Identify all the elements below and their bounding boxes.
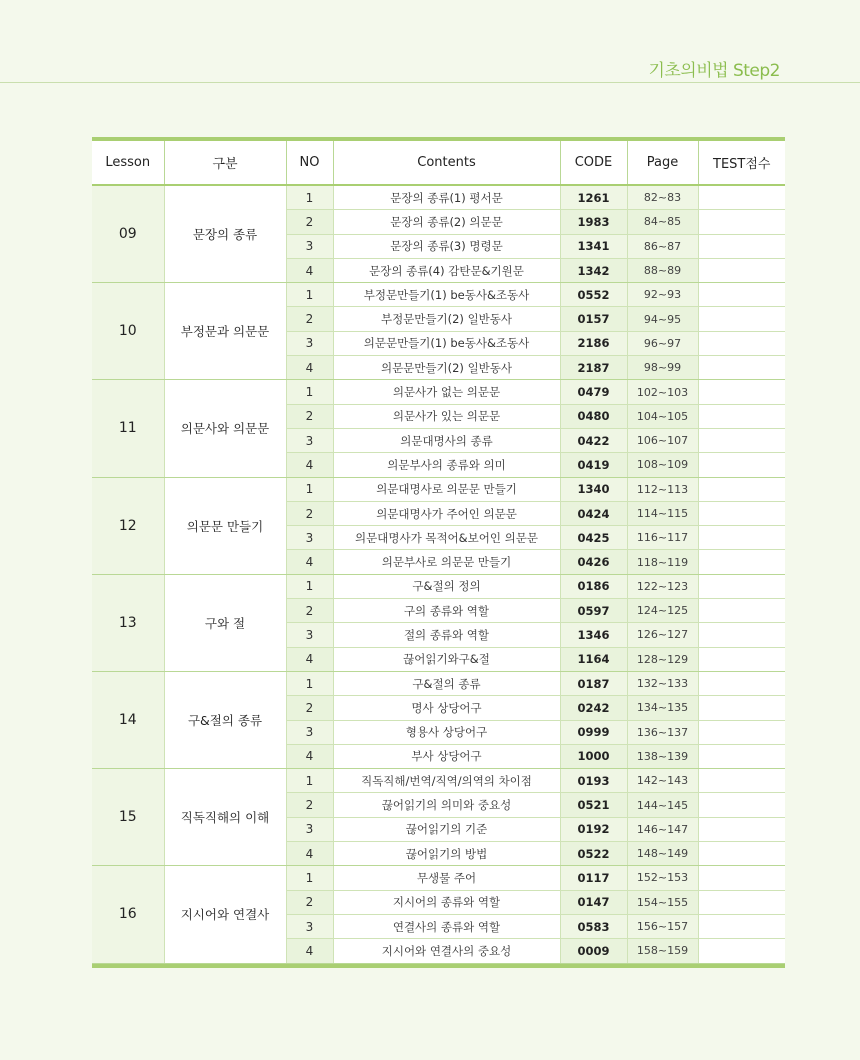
row-number: 4 [286, 939, 333, 963]
table-row [92, 185, 785, 210]
header-test-score: TEST점수 [698, 141, 785, 185]
row-page: 88~89 [627, 258, 698, 282]
test-score-cell[interactable] [698, 671, 785, 695]
row-code: 0480 [560, 404, 627, 428]
row-number: 3 [286, 914, 333, 938]
row-number: 4 [286, 258, 333, 282]
test-score-cell[interactable] [698, 647, 785, 671]
row-code: 1983 [560, 210, 627, 234]
row-page: 82~83 [627, 185, 698, 210]
header-lesson: Lesson [92, 141, 164, 185]
test-score-cell[interactable] [698, 380, 785, 404]
header-page: Page [627, 141, 698, 185]
row-code: 2186 [560, 331, 627, 355]
lesson-category: 부정문과 의문문 [164, 283, 286, 380]
row-page: 124~125 [627, 599, 698, 623]
test-score-cell[interactable] [698, 356, 785, 380]
row-code: 0187 [560, 671, 627, 695]
row-content: 부정문만들기(2) 일반동사 [333, 307, 560, 331]
test-score-cell[interactable] [698, 283, 785, 307]
row-content: 명사 상당어구 [333, 696, 560, 720]
row-page: 104~105 [627, 404, 698, 428]
row-content: 끊어읽기의 의미와 중요성 [333, 793, 560, 817]
row-content: 직독직해/번역/직역/의역의 차이점 [333, 769, 560, 793]
lesson-number: 14 [92, 671, 164, 768]
row-content: 의문부사의 종류와 의미 [333, 453, 560, 477]
row-content: 의문문만들기(1) be동사&조동사 [333, 331, 560, 355]
row-code: 0479 [560, 380, 627, 404]
table-row [92, 380, 785, 404]
test-score-cell[interactable] [698, 574, 785, 598]
test-score-cell[interactable] [698, 793, 785, 817]
lesson-category: 문장의 종류 [164, 185, 286, 283]
lesson-number: 12 [92, 477, 164, 574]
row-number: 3 [286, 428, 333, 452]
test-score-cell[interactable] [698, 599, 785, 623]
row-page: 158~159 [627, 939, 698, 963]
lesson-number: 11 [92, 380, 164, 477]
row-page: 144~145 [627, 793, 698, 817]
test-score-cell[interactable] [698, 307, 785, 331]
row-number: 2 [286, 501, 333, 525]
lesson-category: 의문문 만들기 [164, 477, 286, 574]
table-row [92, 283, 785, 307]
row-content: 지시어의 종류와 역할 [333, 890, 560, 914]
lesson-number: 13 [92, 574, 164, 671]
row-number: 2 [286, 210, 333, 234]
row-page: 146~147 [627, 817, 698, 841]
row-content: 구&절의 종류 [333, 671, 560, 695]
lesson-category: 지시어와 연결사 [164, 866, 286, 963]
row-number: 1 [286, 866, 333, 890]
row-code: 0419 [560, 453, 627, 477]
row-content: 끊어읽기와구&절 [333, 647, 560, 671]
row-page: 98~99 [627, 356, 698, 380]
row-content: 끊어읽기의 방법 [333, 842, 560, 866]
row-page: 108~109 [627, 453, 698, 477]
test-score-cell[interactable] [698, 842, 785, 866]
row-number: 3 [286, 331, 333, 355]
lesson-number: 15 [92, 769, 164, 866]
curriculum-table [92, 141, 785, 964]
row-code: 0424 [560, 501, 627, 525]
row-content: 지시어와 연결사의 중요성 [333, 939, 560, 963]
test-score-cell[interactable] [698, 550, 785, 574]
test-score-cell[interactable] [698, 404, 785, 428]
lesson-number: 10 [92, 283, 164, 380]
row-number: 3 [286, 526, 333, 550]
table-row [92, 477, 785, 501]
row-number: 4 [286, 550, 333, 574]
test-score-cell[interactable] [698, 210, 785, 234]
row-content: 연결사의 종류와 역할 [333, 914, 560, 938]
row-number: 2 [286, 696, 333, 720]
row-content: 의문대명사가 목적어&보어인 의문문 [333, 526, 560, 550]
row-number: 3 [286, 720, 333, 744]
header-divider [0, 82, 860, 83]
row-page: 148~149 [627, 842, 698, 866]
header-code: CODE [560, 141, 627, 185]
table-row [92, 671, 785, 695]
row-content: 문장의 종류(3) 명령문 [333, 234, 560, 258]
row-number: 2 [286, 890, 333, 914]
row-code: 0426 [560, 550, 627, 574]
row-number: 4 [286, 842, 333, 866]
row-code: 0521 [560, 793, 627, 817]
row-code: 0425 [560, 526, 627, 550]
table-header-row [92, 141, 785, 185]
row-code: 0192 [560, 817, 627, 841]
row-content: 문장의 종류(4) 감탄문&기원문 [333, 258, 560, 282]
row-number: 3 [286, 623, 333, 647]
row-number: 1 [286, 185, 333, 210]
row-code: 0157 [560, 307, 627, 331]
row-content: 의문문만들기(2) 일반동사 [333, 356, 560, 380]
row-number: 1 [286, 380, 333, 404]
row-code: 1261 [560, 185, 627, 210]
row-number: 1 [286, 477, 333, 501]
row-content: 의문대명사의 종류 [333, 428, 560, 452]
row-page: 134~135 [627, 696, 698, 720]
row-number: 4 [286, 744, 333, 768]
test-score-cell[interactable] [698, 234, 785, 258]
row-code: 0117 [560, 866, 627, 890]
row-page: 92~93 [627, 283, 698, 307]
test-score-cell[interactable] [698, 501, 785, 525]
row-code: 0147 [560, 890, 627, 914]
row-code: 0242 [560, 696, 627, 720]
row-page: 118~119 [627, 550, 698, 574]
test-score-cell[interactable] [698, 696, 785, 720]
row-page: 106~107 [627, 428, 698, 452]
row-content: 의문사가 있는 의문문 [333, 404, 560, 428]
row-code: 2187 [560, 356, 627, 380]
row-number: 2 [286, 793, 333, 817]
row-content: 부정문만들기(1) be동사&조동사 [333, 283, 560, 307]
lesson-number: 09 [92, 185, 164, 283]
row-code: 1340 [560, 477, 627, 501]
test-score-cell[interactable] [698, 453, 785, 477]
row-page: 114~115 [627, 501, 698, 525]
row-code: 0522 [560, 842, 627, 866]
lesson-category: 직독직해의 이해 [164, 769, 286, 866]
header-category: 구분 [164, 141, 286, 185]
row-page: 126~127 [627, 623, 698, 647]
test-score-cell[interactable] [698, 428, 785, 452]
row-code: 0193 [560, 769, 627, 793]
test-score-cell[interactable] [698, 526, 785, 550]
row-code: 1000 [560, 744, 627, 768]
row-number: 2 [286, 307, 333, 331]
row-page: 112~113 [627, 477, 698, 501]
row-content: 의문부사로 의문문 만들기 [333, 550, 560, 574]
row-number: 3 [286, 817, 333, 841]
test-score-cell[interactable] [698, 817, 785, 841]
row-page: 156~157 [627, 914, 698, 938]
test-score-cell[interactable] [698, 890, 785, 914]
row-number: 4 [286, 356, 333, 380]
row-number: 2 [286, 404, 333, 428]
test-score-cell[interactable] [698, 331, 785, 355]
row-number: 1 [286, 769, 333, 793]
row-number: 1 [286, 574, 333, 598]
test-score-cell[interactable] [698, 939, 785, 963]
row-code: 0597 [560, 599, 627, 623]
curriculum-table-wrap [92, 137, 785, 968]
row-page: 96~97 [627, 331, 698, 355]
row-code: 0422 [560, 428, 627, 452]
row-code: 0583 [560, 914, 627, 938]
test-score-cell[interactable] [698, 185, 785, 210]
test-score-cell[interactable] [698, 623, 785, 647]
row-content: 무생물 주어 [333, 866, 560, 890]
row-code: 1342 [560, 258, 627, 282]
test-score-cell[interactable] [698, 744, 785, 768]
row-page: 84~85 [627, 210, 698, 234]
row-page: 142~143 [627, 769, 698, 793]
row-content: 문장의 종류(2) 의문문 [333, 210, 560, 234]
row-number: 1 [286, 283, 333, 307]
lesson-category: 구와 절 [164, 574, 286, 671]
test-score-cell[interactable] [698, 914, 785, 938]
row-content: 문장의 종류(1) 평서문 [333, 185, 560, 210]
table-row [92, 866, 785, 890]
row-code: 0009 [560, 939, 627, 963]
row-page: 86~87 [627, 234, 698, 258]
header-no: NO [286, 141, 333, 185]
row-page: 138~139 [627, 744, 698, 768]
row-code: 0999 [560, 720, 627, 744]
row-content: 의문사가 없는 의문문 [333, 380, 560, 404]
row-page: 122~123 [627, 574, 698, 598]
row-content: 의문대명사가 주어인 의문문 [333, 501, 560, 525]
row-content: 구의 종류와 역할 [333, 599, 560, 623]
row-number: 4 [286, 453, 333, 477]
row-page: 132~133 [627, 671, 698, 695]
lesson-number: 16 [92, 866, 164, 963]
row-code: 1341 [560, 234, 627, 258]
row-content: 의문대명사로 의문문 만들기 [333, 477, 560, 501]
test-score-cell[interactable] [698, 258, 785, 282]
test-score-cell[interactable] [698, 866, 785, 890]
test-score-cell[interactable] [698, 769, 785, 793]
test-score-cell[interactable] [698, 477, 785, 501]
row-number: 1 [286, 671, 333, 695]
row-page: 152~153 [627, 866, 698, 890]
table-row [92, 769, 785, 793]
row-content: 구&절의 정의 [333, 574, 560, 598]
row-code: 0552 [560, 283, 627, 307]
table-body [92, 185, 785, 963]
row-page: 102~103 [627, 380, 698, 404]
test-score-cell[interactable] [698, 720, 785, 744]
row-page: 116~117 [627, 526, 698, 550]
row-number: 4 [286, 647, 333, 671]
row-content: 형용사 상당어구 [333, 720, 560, 744]
table-row [92, 574, 785, 598]
row-code: 1164 [560, 647, 627, 671]
row-page: 154~155 [627, 890, 698, 914]
row-code: 0186 [560, 574, 627, 598]
lesson-category: 구&절의 종류 [164, 671, 286, 768]
row-content: 끊어읽기의 기준 [333, 817, 560, 841]
row-page: 136~137 [627, 720, 698, 744]
row-number: 2 [286, 599, 333, 623]
book-title: 기초의비법 Step2 [648, 61, 780, 81]
row-number: 3 [286, 234, 333, 258]
lesson-category: 의문사와 의문문 [164, 380, 286, 477]
row-page: 94~95 [627, 307, 698, 331]
row-content: 절의 종류와 역할 [333, 623, 560, 647]
row-page: 128~129 [627, 647, 698, 671]
row-content: 부사 상당어구 [333, 744, 560, 768]
header-contents: Contents [333, 141, 560, 185]
row-code: 1346 [560, 623, 627, 647]
